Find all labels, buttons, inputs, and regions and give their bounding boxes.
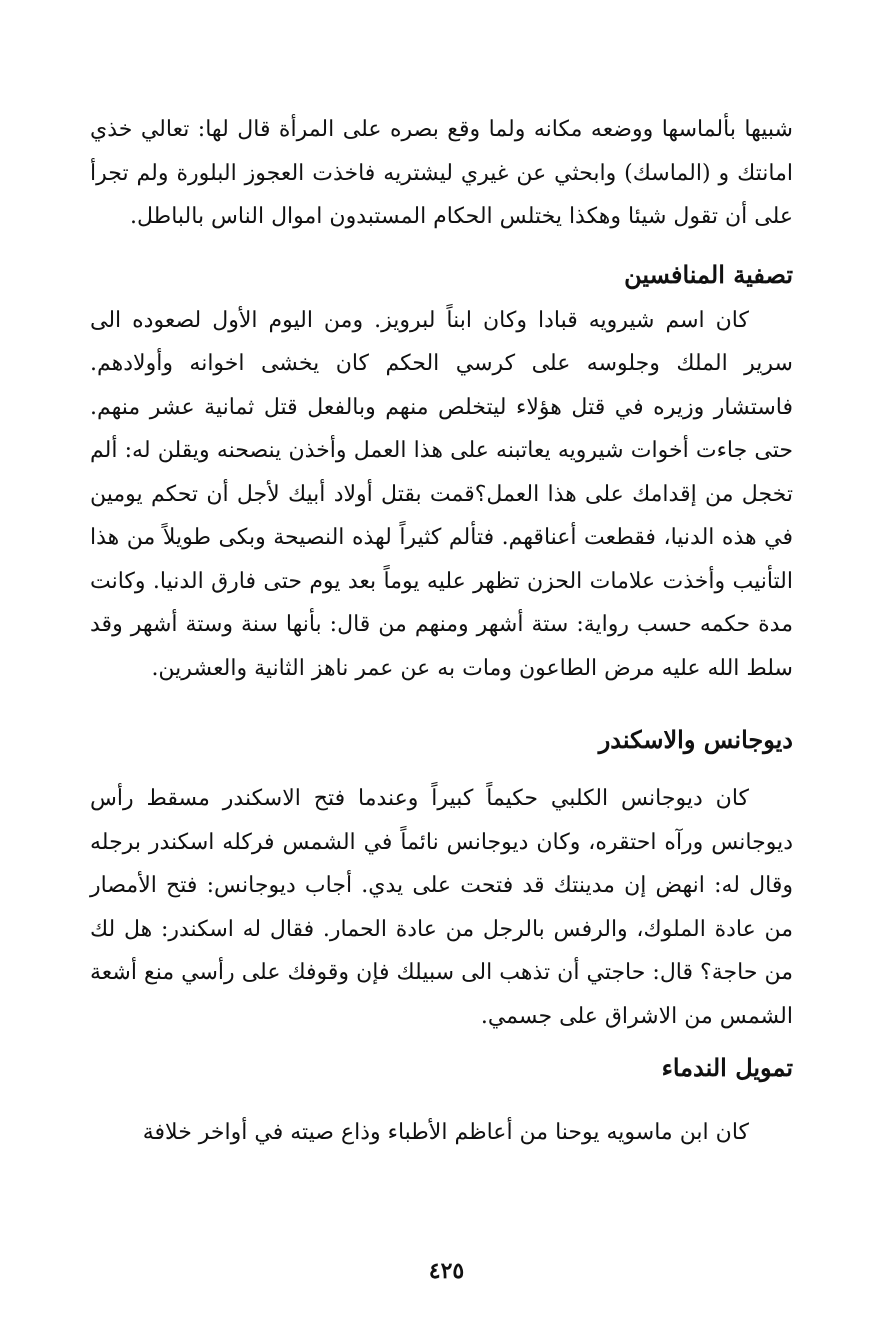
- section-heading-eliminating-rivals: تصفية المنافسين: [624, 259, 793, 289]
- paragraph-ibn-masawayh: كان ابن ماسويه يوحنا من أعاظم الأطباء وذاع صيته في أواخر خلافة: [142, 1120, 749, 1145]
- section-heading-diogenes-alexander: ديوجانس والاسكندر: [598, 725, 793, 754]
- text-column: [90, 108, 793, 1155]
- page-number: ٤٢٥: [428, 1258, 465, 1284]
- paragraph-shiruyeh: كان اسم شيرويه قبادا وكان ابناً لبرويز. ومن اليوم الأول لصعوده الى سرير الملك وجلوسه على كرسي الحكم كان يخشى اخوانه وأولادهم. فاستشار وزيره في قتل هؤلاء ليتخلص منهم وبالفعل قتل ثمانية عشر منهم. حتى جاءت أخوات شيرويه يعاتبنه على هذا العمل وأخذن ينصحنه ويقلن له: ألم تخجل من إقدامك على هذا العمل؟قمت بقتل أولاد أبيك لأجل أن تحكم يومين في هذه الدنيا، فقطعت أعناقهم. فتألم كثيراً لهذه النصيحة وبكى طويلاً من هذا التأنيب وأخذت علامات الحزن تظهر عليه يوماً بعد يوم حتى فارق الدنيا. وكانت مدة حكمه حسب رواية: ستة أشهر ومنهم من قال: بأنها سنة وستة أشهر وقد سلط الله عليه مرض الطاعون ومات به عن عمر ناهز الثانية والعشرين.: [90, 307, 793, 681]
- paragraph-diogenes: كان ديوجانس الكلبي حكيماً كبيراً وعندما فتح الاسكندر مسقط رأس ديوجانس ورآه احتقره، وكان ديوجانس نائماً في الشمس فركله اسكندر برجله وقال له: انهض إن مدينتك قد فتحت على يدي. أجاب ديوجانس: فتح الأمصار من عادة الملوك، والرفس بالرجل من عادة الحمار. فقال له اسكندر: هل لك من حاجة؟ قال: حاجتي أن تذهب الى سبيلك فإن وقوفك على رأسي منع أشعة الشمس من الاشراق على جسمي.: [90, 786, 793, 1029]
- section-heading-funding-companions: تمويل الندماء: [661, 1053, 793, 1082]
- paragraph-end-of-previous-story: شبيها بألماسها ووضعه مكانه ولما وقع بصره على المرأة قال لها: تعالي خذي امانتك و (الماسك) وابحثي عن غيري ليشتريه فاخذت العجوز البلورة ولم تجرأ على أن تقول شيئا وهكذا يختلس الحكام المستبدون اموال الناس بالباطل.: [90, 117, 793, 229]
